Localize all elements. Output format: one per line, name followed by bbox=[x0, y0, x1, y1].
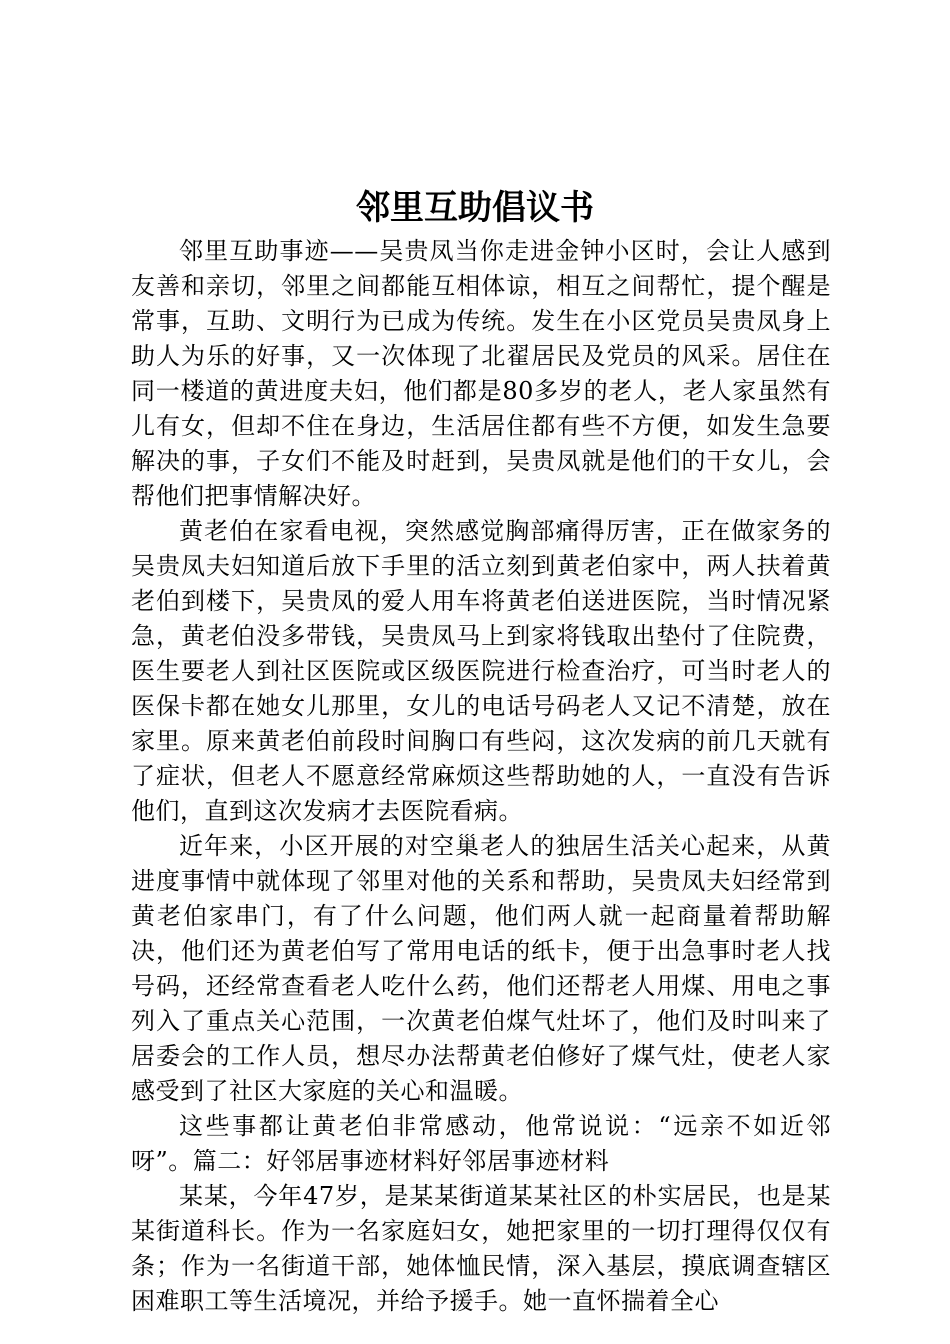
paragraph-4: 这些事都让黄老伯非常感动，他常说说：“远亲不如近邻呀”。篇二：好邻居事迹材料好邻居事迹材料 bbox=[131, 1112, 831, 1175]
document-body bbox=[131, 234, 831, 1319]
paragraph-2: 黄老伯在家看电视，突然感觉胸部痛得厉害，正在做家务的吴贵凤夫妇知道后放下手里的活立刻到黄老伯家中，两人扶着黄老伯到楼下，吴贵凤的爱人用车将黄老伯送进医院，当时情况紧急，黄老伯没多带钱，吴贵凤马上到家将钱取出垫付了住院费，医生要老人到社区医院或区级医院进行检查治疗，可当时老人的医保卡都在她女儿那里，女儿的电话号码老人又记不清楚，放在家里。原来黄老伯前段时间胸口有些闷，这次发病的前几天就有了症状，但老人不愿意经常麻烦这些帮助她的人，一直没有告诉他们，直到这次发病才去医院看病。 bbox=[131, 517, 831, 825]
paragraph-5: 某某，今年47岁，是某某街道某某社区的朴实居民，也是某某街道科长。作为一名家庭妇女，她把家里的一切打理得仅仅有条；作为一名街道干部，她体恤民情，深入基层，摸底调查辖区困难职工等生活境况，并给予援手。她一直怀揣着全心 bbox=[131, 1182, 831, 1315]
paragraph-1: 邻里互助事迹——吴贵凤当你走进金钟小区时，会让人感到友善和亲切，邻里之间都能互相体谅，相互之间帮忙，提个醒是常事，互助、文明行为已成为传统。发生在小区党员吴贵凤身上助人为乐的好事，又一次体现了北翟居民及党员的风采。居住在同一楼道的黄进度夫妇，他们都是80多岁的老人，老人家虽然有儿有女，但却不住在身边，生活居住都有些不方便，如发生急要解决的事，子女们不能及时赶到，吴贵凤就是他们的干女儿，会帮他们把事情解决好。 bbox=[131, 237, 831, 510]
document-title: 邻里互助倡议书 bbox=[356, 188, 594, 228]
paragraph-3: 近年来，小区开展的对空巢老人的独居生活关心起来，从黄进度事情中就体现了邻里对他的关系和帮助，吴贵凤夫妇经常到黄老伯家串门，有了什么问题，他们两人就一起商量着帮助解决，他们还为黄老伯写了常用电话的纸卡，便于出急事时老人找号码，还经常查看老人吃什么药，他们还帮老人用煤、用电之事列入了重点关心范围，一次黄老伯煤气灶坏了，他们及时叫来了居委会的工作人员，想尽办法帮黄老伯修好了煤气灶，使老人家感受到了社区大家庭的关心和温暖。 bbox=[131, 832, 831, 1105]
